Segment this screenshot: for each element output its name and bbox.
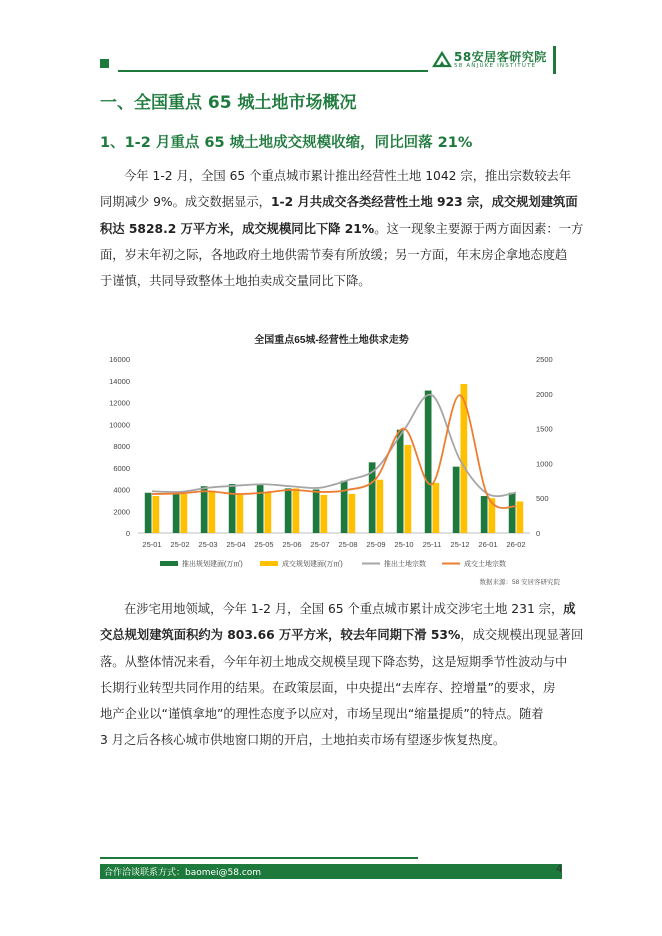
paragraph-line: 面，岁末年初之际，各地政府土地供需节奏有所放缓；另一方面，年末房企拿地态度趋 xyxy=(100,247,568,262)
text-span: 在涉宅用地领域，今年 1-2 月，全国 65 个重点城市累计成交涉宅土地 231 宗， xyxy=(124,602,564,616)
bar-deal xyxy=(405,445,412,533)
x-tick-label: 25-09 xyxy=(366,540,386,549)
legend-label: 成交规划建面(万㎡) xyxy=(282,561,343,568)
bar-supply xyxy=(425,391,432,533)
bar-supply xyxy=(341,481,348,533)
paragraph-line: 落。从整体情况来看，今年年初土地成交规模呈现下降态势，这是短期季节性波动与中 xyxy=(100,654,568,669)
paragraph-line: 于谨慎，共同导致整体土地拍卖成交量同比下降。 xyxy=(100,274,371,289)
y-left-tick-label: 12000 xyxy=(109,398,130,408)
x-tick-label: 25-08 xyxy=(338,540,358,549)
legend-swatch xyxy=(260,561,278,566)
bar-deal xyxy=(181,494,188,533)
chart-svg xyxy=(100,328,563,590)
bar-supply xyxy=(257,484,264,533)
y-left-tick-label: 14000 xyxy=(109,376,130,386)
y-right-tick-label: 1000 xyxy=(536,459,553,469)
bar-deal xyxy=(377,480,384,533)
bar-deal xyxy=(321,495,328,533)
bold-text: 成 xyxy=(563,602,576,616)
house-logo-icon xyxy=(432,49,452,69)
bar-deal xyxy=(433,483,440,533)
chart-title: 全国重点65城-经营性土地供求走势 xyxy=(254,335,409,346)
paragraph-line xyxy=(100,622,584,648)
chart-source: 数据来源：58 安居客研究院 xyxy=(479,579,560,586)
x-tick-label: 26-01 xyxy=(478,540,498,549)
bar-supply xyxy=(313,490,320,534)
page-number: 4 xyxy=(556,864,563,875)
bar-supply xyxy=(509,493,516,533)
paragraph-line xyxy=(100,596,576,622)
logo-text: 58安居客研究院 xyxy=(454,50,547,64)
paragraph-line: 地产企业以“谨慎拿地”的理性态度予以应对，市场呈现出“缩量提质”的特点。随着 xyxy=(100,707,544,722)
bar-deal xyxy=(265,493,272,533)
y-left-tick-label: 10000 xyxy=(109,420,130,430)
bar-supply xyxy=(173,492,180,533)
legend-label: 成交土地宗数 xyxy=(464,561,506,568)
paragraph-line xyxy=(100,216,584,242)
x-tick-label: 25-06 xyxy=(282,540,302,549)
x-tick-label: 25-10 xyxy=(394,540,414,549)
bold-text: 1-2 月共成交各类经营性土地 923 宗，成交规划建筑面 xyxy=(270,195,578,210)
footer-rule xyxy=(100,857,418,859)
bold-text: 交总规划建筑面积约为 803.66 万平方米，较去年同期下滑 53% xyxy=(100,628,461,643)
bar-supply xyxy=(453,467,460,533)
paragraph-2 xyxy=(100,596,584,754)
x-tick-label: 25-07 xyxy=(310,540,330,549)
supply-demand-chart xyxy=(100,328,563,590)
paragraph-line: 3 月之后各核心城市供地窗口期的开启，土地拍卖市场有望逐步恢复热度。 xyxy=(100,733,506,748)
bar-deal xyxy=(293,488,300,533)
text-span: ，成交规模出现显著回 xyxy=(460,628,584,643)
paragraph-1 xyxy=(100,163,584,294)
section-heading: 一、全国重点 65 城土地市场概况 xyxy=(100,93,357,113)
x-tick-label: 26-02 xyxy=(506,540,526,549)
x-tick-label: 25-03 xyxy=(198,540,218,549)
x-tick-label: 25-11 xyxy=(422,540,442,549)
bar-supply xyxy=(397,430,404,533)
logo xyxy=(432,46,562,76)
logo-divider xyxy=(553,46,556,74)
x-tick-label: 25-04 xyxy=(226,540,246,549)
y-right-tick-label: 2500 xyxy=(536,355,553,364)
bar-supply xyxy=(285,488,292,533)
x-tick-label: 25-02 xyxy=(170,540,190,549)
header-rule xyxy=(118,70,428,72)
bar-supply xyxy=(145,493,152,533)
y-right-tick-label: 0 xyxy=(536,529,541,538)
y-left-tick-label: 16000 xyxy=(109,355,130,364)
bar-deal xyxy=(349,494,356,533)
y-left-tick-label: 4000 xyxy=(113,485,130,495)
paragraph-line: 今年 1-2 月，全国 65 个重点城市累计推出经营性土地 1042 宗，推出宗数较去年 xyxy=(124,169,572,183)
paragraph-line: 长期行业转型共同作用的结果。在政策层面，中央提出“去库存、控增量”的要求，房 xyxy=(100,680,556,695)
x-tick-label: 25-01 xyxy=(142,540,162,549)
bar-supply xyxy=(201,486,208,533)
legend-label: 推出土地宗数 xyxy=(384,561,426,568)
bar-deal xyxy=(209,492,216,533)
logo-subtitle: 58 ANJUKE INSTITUTE xyxy=(454,63,537,69)
subsection-heading: 1、1-2 月重点 65 城土地成交规模收缩，同比回落 21% xyxy=(100,135,473,151)
bold-text: 积达 5828.2 万平方米，成交规模同比下降 21% xyxy=(100,221,375,236)
bar-supply xyxy=(229,484,236,533)
header-square-mark xyxy=(100,59,109,68)
x-tick-label: 25-05 xyxy=(254,540,274,549)
x-tick-label: 25-12 xyxy=(450,540,470,549)
bar-deal xyxy=(237,494,244,533)
y-right-tick-label: 500 xyxy=(536,494,549,504)
bar-deal xyxy=(153,496,160,533)
text-span: 同期减少 9%。成交数据显示， xyxy=(100,195,271,210)
bar-supply xyxy=(481,496,488,533)
footer-contact: 合作洽谈联系方式：baomei@58.com xyxy=(104,868,262,878)
y-right-tick-label: 1500 xyxy=(536,424,553,434)
legend-label: 推出规划建面(万㎡) xyxy=(182,561,243,568)
y-left-tick-label: 0 xyxy=(125,529,130,538)
y-right-tick-label: 2000 xyxy=(536,389,553,399)
paragraph-line xyxy=(100,189,578,215)
y-left-tick-label: 2000 xyxy=(113,507,130,517)
text-span: 。这一现象主要源于两方面因素：一方 xyxy=(374,221,584,236)
bar-deal xyxy=(517,501,524,533)
y-left-tick-label: 6000 xyxy=(113,463,130,473)
y-left-tick-label: 8000 xyxy=(113,442,130,451)
legend-swatch xyxy=(160,561,178,566)
